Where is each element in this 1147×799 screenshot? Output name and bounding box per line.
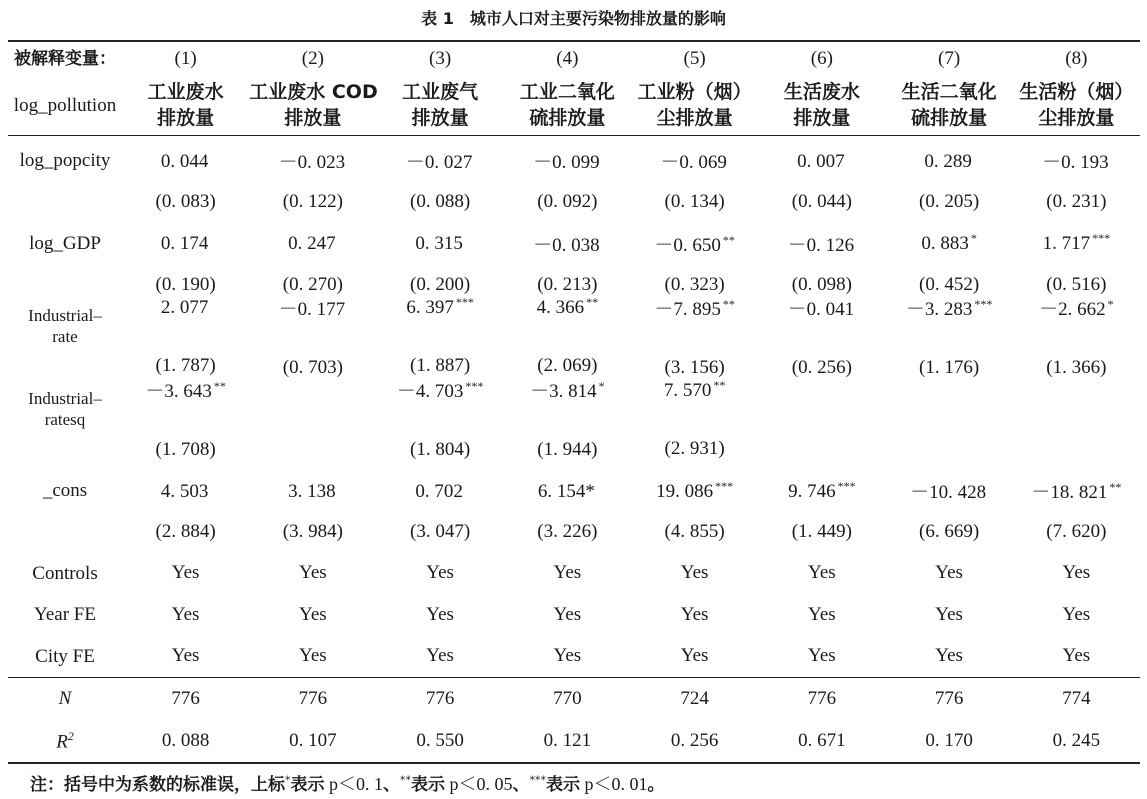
- coefficient-value: 7. 570: [663, 379, 712, 401]
- column-header-line2: 排放量: [157, 107, 215, 129]
- table-row: [8, 470, 1140, 511]
- standard-error: (0. 190): [155, 273, 216, 295]
- stat-value: 0. 121: [504, 720, 631, 763]
- coef-cell: [631, 470, 758, 511]
- coefficient-value: 1. 717: [1042, 233, 1091, 255]
- coefficient: [504, 376, 631, 403]
- variable-name: log_popcity: [19, 150, 111, 172]
- coefficient-value: －4. 703: [396, 381, 464, 403]
- note-star-1: *: [285, 773, 291, 787]
- coef-cell: [504, 223, 631, 264]
- note-star-3: ***: [529, 773, 546, 787]
- coefficient-value: 6. 397: [406, 297, 454, 319]
- table-number: 表 1: [421, 9, 454, 28]
- column-header: [249, 75, 376, 136]
- standard-error: (0. 231): [1046, 190, 1107, 212]
- empty-cell: [8, 511, 122, 552]
- column-header-line1: 生活二氧化: [901, 81, 997, 103]
- note-cond-1: p＜0. 1: [329, 774, 383, 794]
- variable-name: [8, 305, 122, 347]
- coefficient-value: －3. 643: [145, 381, 212, 403]
- control-value: Yes: [426, 645, 454, 667]
- coef-cell: [631, 136, 758, 182]
- note-text-1: 表示: [290, 775, 325, 795]
- control-value: Yes: [553, 603, 582, 625]
- control-row: [8, 553, 1140, 594]
- column-header: [886, 75, 1013, 136]
- column-header: [377, 75, 504, 136]
- coefficient-value: 0. 883: [921, 233, 969, 255]
- stat-label: [8, 677, 122, 720]
- standard-error: (0. 205): [919, 190, 980, 212]
- coefficient: [249, 294, 376, 321]
- coef-cell: [758, 298, 885, 388]
- stat-value: 0. 671: [758, 720, 885, 763]
- table-row-se: [8, 181, 1140, 222]
- coef-cell: [122, 297, 249, 388]
- significance-stars: **: [722, 296, 735, 311]
- control-row: [8, 635, 1140, 677]
- column-number: (2): [249, 41, 376, 75]
- coefficient: [758, 294, 885, 321]
- coefficient-value: 0. 315: [415, 233, 463, 255]
- control-value: Yes: [171, 603, 200, 625]
- standard-error: (0. 323): [664, 273, 725, 295]
- column-header-line1: 工业二氧化: [519, 81, 615, 103]
- standard-error: (1. 887): [410, 355, 471, 377]
- stat-value: 0. 088: [122, 720, 249, 763]
- standard-error: (1. 804): [410, 439, 471, 461]
- significance-stars: ***: [1092, 231, 1111, 246]
- variable-name-line2: rate: [52, 327, 78, 347]
- significance-stars: ***: [974, 296, 993, 311]
- column-header-line2: 排放量: [411, 107, 469, 129]
- standard-error: (2. 069): [537, 355, 598, 377]
- coefficient-value: －0. 193: [1042, 152, 1109, 174]
- control-value: Yes: [680, 603, 709, 625]
- column-header: [1013, 75, 1140, 136]
- stat-value: 770: [504, 677, 631, 720]
- control-value: Yes: [808, 603, 836, 625]
- table-caption: 城市人口对主要污染物排放量的影响: [469, 9, 726, 28]
- standard-error: (0. 703): [282, 356, 343, 378]
- table-row: [8, 136, 1140, 182]
- control-value: Yes: [1062, 645, 1091, 667]
- control-value: Yes: [935, 562, 963, 584]
- coef-cell: [377, 379, 504, 471]
- coef-cell: [1013, 136, 1140, 182]
- note-text-3: 表示: [546, 775, 580, 795]
- coefficient: [758, 389, 885, 413]
- coef-cell: [1013, 296, 1140, 388]
- stat-value: 0. 550: [377, 720, 504, 763]
- standard-error: (3. 047): [410, 521, 471, 543]
- control-value: Yes: [680, 562, 709, 584]
- stats-rows: [8, 677, 1140, 763]
- coefficient-value: －0. 038: [533, 234, 600, 256]
- standard-error: (0. 083): [155, 190, 216, 212]
- column-number: (3): [377, 41, 504, 75]
- significance-stars: *: [1107, 296, 1114, 311]
- coefficient: [1013, 389, 1140, 413]
- stat-value: 774: [1013, 677, 1140, 720]
- note-cond-2: p＜0. 05: [449, 774, 513, 794]
- coefficient-value: －0. 023: [278, 152, 346, 174]
- standard-error: (0. 088): [410, 190, 471, 212]
- note-sep-2: 、: [512, 775, 530, 795]
- regression-table: [8, 40, 1140, 764]
- variable-name-line1: Industrial–: [28, 306, 102, 326]
- coef-cell: [758, 388, 885, 471]
- coef-cell: [377, 295, 504, 388]
- standard-error: (1. 366): [1046, 356, 1107, 378]
- control-value: Yes: [808, 562, 836, 584]
- stat-row: [8, 677, 1140, 720]
- coefficient-value: 0. 702: [415, 480, 463, 502]
- stat-value: 0. 256: [631, 720, 758, 763]
- coef-cell: [1013, 470, 1140, 511]
- coefficient-value: －0. 099: [533, 152, 600, 174]
- column-header-line2: 硫排放量: [911, 107, 988, 129]
- significance-stars: **: [1109, 480, 1122, 495]
- coefficient-value: 3. 138: [288, 480, 336, 502]
- standard-error: (4. 855): [664, 521, 725, 543]
- stat-label-text: N: [58, 687, 72, 709]
- note-head: 注：括号中为系数的标准误，上标: [30, 775, 285, 795]
- standard-error: (0. 270): [282, 273, 343, 295]
- column-header: [504, 75, 631, 136]
- note-sep-1: 、: [383, 775, 400, 795]
- coefficient-value: 0. 007: [797, 150, 845, 172]
- table-row: [8, 223, 1140, 264]
- table-title: [0, 6, 1147, 29]
- standard-error: (0. 098): [791, 273, 852, 295]
- standard-error: (6. 669): [919, 521, 980, 543]
- stat-label: [8, 720, 122, 763]
- coefficient-value: 4. 366: [536, 297, 585, 319]
- coef-cell: [504, 136, 631, 182]
- coefficient-value: －0. 126: [787, 234, 855, 256]
- coefficient: [504, 295, 631, 319]
- control-value: Yes: [426, 603, 454, 625]
- coef-cell: [504, 295, 631, 388]
- standard-error: (0. 092): [537, 190, 598, 212]
- coef-cell: [249, 223, 376, 264]
- column-number: (8): [1013, 41, 1140, 75]
- standard-error: (0. 122): [282, 190, 343, 212]
- standard-error: (3. 156): [664, 356, 725, 378]
- coef-cell: [631, 296, 758, 388]
- coef-cell: [377, 223, 504, 264]
- stat-value: 776: [249, 677, 376, 720]
- coef-cell: [758, 136, 885, 182]
- coefficient: [886, 389, 1013, 413]
- stat-value: 0. 245: [1013, 720, 1140, 763]
- column-header: [122, 75, 249, 136]
- coefficient-value: 9. 746: [788, 480, 836, 502]
- note-text-2: 表示: [411, 775, 445, 795]
- standard-error: (1. 787): [155, 355, 216, 377]
- coefficient: [249, 389, 376, 413]
- variable-name-cell: [8, 305, 122, 388]
- significance-stars: **: [713, 377, 726, 392]
- stat-label-text: R: [56, 730, 68, 752]
- standard-error: (0. 200): [410, 273, 471, 295]
- control-label: City FE: [35, 645, 95, 667]
- control-row: [8, 594, 1140, 635]
- coef-cell: [631, 377, 758, 471]
- column-header: [631, 75, 758, 136]
- standard-error: (7. 620): [1046, 521, 1107, 543]
- coefficient: [377, 295, 504, 319]
- control-value: Yes: [171, 562, 200, 584]
- significance-stars: ***: [837, 478, 856, 493]
- standard-error: (0. 256): [791, 356, 852, 378]
- control-value: Yes: [426, 562, 454, 584]
- coefficient-value: 6. 154*: [537, 480, 595, 502]
- coef-cell: [122, 223, 249, 264]
- standard-error: (2. 931): [664, 437, 725, 459]
- standard-error: (0. 044): [791, 190, 852, 212]
- stat-label-sup: 2: [67, 728, 74, 743]
- empty-cell: [8, 181, 122, 222]
- stat-value: 0. 170: [886, 720, 1013, 763]
- coef-cell: [377, 136, 504, 182]
- coefficient-value: －18. 821: [1031, 482, 1108, 504]
- control-value: Yes: [808, 645, 836, 667]
- coef-cell: [249, 136, 376, 182]
- note-end: 。: [647, 775, 665, 795]
- coefficient-value: 19. 086: [656, 480, 714, 502]
- column-header-line2: 尘排放量: [656, 107, 733, 129]
- coef-cell: [758, 223, 885, 264]
- standard-error: (3. 226): [537, 521, 598, 543]
- standard-error: (0. 452): [919, 273, 980, 295]
- control-value: Yes: [171, 645, 200, 667]
- significance-stars: **: [722, 232, 735, 247]
- coefficient: [122, 295, 249, 319]
- coef-cell: [249, 388, 376, 471]
- coef-cell: [249, 470, 376, 511]
- standard-error: (1. 708): [155, 439, 216, 461]
- variable-name: log_GDP: [29, 232, 101, 254]
- coefficient-value: 0. 174: [160, 233, 209, 255]
- column-header-line1: 工业粉（烟）: [637, 81, 752, 103]
- control-label: Year FE: [34, 604, 96, 626]
- dep-var-label: 被解释变量：: [8, 41, 122, 75]
- significance-stars: *: [970, 231, 977, 246]
- header-row-numbers: [8, 41, 1140, 75]
- coefficient-value: 0. 247: [288, 233, 336, 255]
- coef-cell: [1013, 388, 1140, 471]
- control-value: Yes: [1062, 603, 1091, 625]
- coef-cell: [122, 136, 249, 182]
- control-value: Yes: [553, 645, 582, 667]
- coef-cell: [504, 470, 631, 511]
- standard-error: (1. 944): [537, 439, 598, 461]
- control-value: Yes: [1062, 562, 1091, 584]
- control-value: Yes: [299, 562, 327, 584]
- coef-cell: [504, 379, 631, 471]
- column-header-line1: 工业废水 COD: [249, 81, 378, 103]
- note-star-2: **: [400, 773, 411, 787]
- table-row-se: [8, 511, 1140, 552]
- significance-stars: *: [598, 379, 605, 394]
- stat-row: [8, 720, 1140, 763]
- coef-cell: [122, 470, 249, 511]
- control-value: Yes: [299, 645, 327, 667]
- table-row: [8, 388, 1140, 471]
- variable-name-cell: [8, 388, 122, 471]
- variable-name-line2: ratesq: [44, 409, 86, 429]
- column-number: (4): [504, 41, 631, 75]
- coefficient-value: 0. 289: [924, 150, 972, 172]
- significance-stars: **: [213, 379, 226, 394]
- significance-stars: **: [586, 295, 599, 310]
- coef-cell: [377, 470, 504, 511]
- coef-cell: [886, 296, 1013, 388]
- column-header-line2: 硫排放量: [529, 107, 606, 129]
- empty-cell: [8, 264, 122, 305]
- coefficient-value: －0. 041: [787, 298, 855, 320]
- coef-cell: [886, 388, 1013, 471]
- coefficient-value: －7. 895: [654, 298, 721, 320]
- coefficient-value: －0. 069: [660, 152, 727, 174]
- control-label: Controls: [32, 562, 98, 584]
- coefficient-value: －2. 662: [1039, 298, 1106, 320]
- stat-value: 776: [758, 677, 885, 720]
- coefficient-value: －10. 428: [910, 482, 987, 504]
- coefficient: [631, 378, 758, 402]
- significance-stars: ***: [715, 478, 734, 493]
- coef-cell: [122, 379, 249, 471]
- coef-cell: [886, 470, 1013, 511]
- coefficient: [122, 376, 249, 403]
- table-note: [30, 770, 665, 796]
- coefficient-value: －3. 814: [530, 381, 597, 403]
- coefficient-value: 2. 077: [160, 297, 209, 319]
- dep-var-name: log_pollution: [8, 75, 122, 136]
- coefficient-value: －0. 650: [654, 234, 721, 256]
- control-value: Yes: [935, 645, 963, 667]
- coefficient-value: －0. 027: [405, 152, 473, 174]
- coef-cell: [886, 136, 1013, 182]
- coef-cell: [758, 470, 885, 511]
- column-header: [758, 75, 885, 136]
- coefficient: [631, 294, 758, 321]
- coef-cell: [886, 223, 1013, 264]
- note-cond-3: p＜0. 01: [584, 774, 648, 794]
- column-header-line2: 排放量: [793, 107, 851, 129]
- control-value: Yes: [553, 562, 582, 584]
- variable-name-line1: Industrial–: [28, 388, 102, 408]
- control-value: Yes: [680, 645, 709, 667]
- column-number: (6): [758, 41, 885, 75]
- coef-cell: [249, 298, 376, 388]
- standard-error: (0. 213): [537, 273, 598, 295]
- coefficient-rows: [8, 136, 1140, 678]
- coefficient-value: －3. 283: [905, 298, 973, 320]
- column-number: (1): [122, 41, 249, 75]
- standard-error: (1. 449): [791, 521, 852, 543]
- control-value: Yes: [299, 603, 327, 625]
- coefficient: [1013, 294, 1140, 321]
- column-number: (7): [886, 41, 1013, 75]
- control-value: Yes: [935, 603, 963, 625]
- coefficient-value: 0. 044: [160, 150, 209, 172]
- variable-name: [8, 388, 122, 430]
- coefficient-value: 4. 503: [160, 480, 209, 502]
- coefficient-value: －0. 177: [278, 298, 346, 320]
- coefficient: [886, 294, 1013, 321]
- column-header-line1: 生活废水: [783, 81, 860, 103]
- standard-error: (3. 984): [282, 521, 343, 543]
- significance-stars: ***: [465, 379, 484, 394]
- header-row-names: [8, 75, 1140, 136]
- stat-value: 776: [122, 677, 249, 720]
- standard-error: (0. 516): [1046, 273, 1107, 295]
- column-header-line2: 尘排放量: [1038, 107, 1115, 129]
- column-header-line2: 排放量: [284, 107, 342, 129]
- coef-cell: [1013, 223, 1140, 264]
- table-row: [8, 305, 1140, 388]
- standard-error: (0. 134): [664, 190, 725, 212]
- stat-value: 776: [886, 677, 1013, 720]
- variable-name: _cons: [42, 480, 88, 502]
- standard-error: (1. 176): [919, 356, 980, 378]
- coef-cell: [631, 223, 758, 264]
- stat-value: 724: [631, 677, 758, 720]
- stat-value: 776: [377, 677, 504, 720]
- column-header-line1: 生活粉（烟）: [1019, 81, 1134, 103]
- column-header-line1: 工业废气: [402, 81, 479, 103]
- column-header-line1: 工业废水: [147, 81, 224, 103]
- stat-value: 0. 107: [249, 720, 376, 763]
- significance-stars: ***: [455, 295, 474, 310]
- standard-error: (2. 884): [155, 521, 216, 543]
- coefficient: [377, 376, 504, 403]
- column-number: (5): [631, 41, 758, 75]
